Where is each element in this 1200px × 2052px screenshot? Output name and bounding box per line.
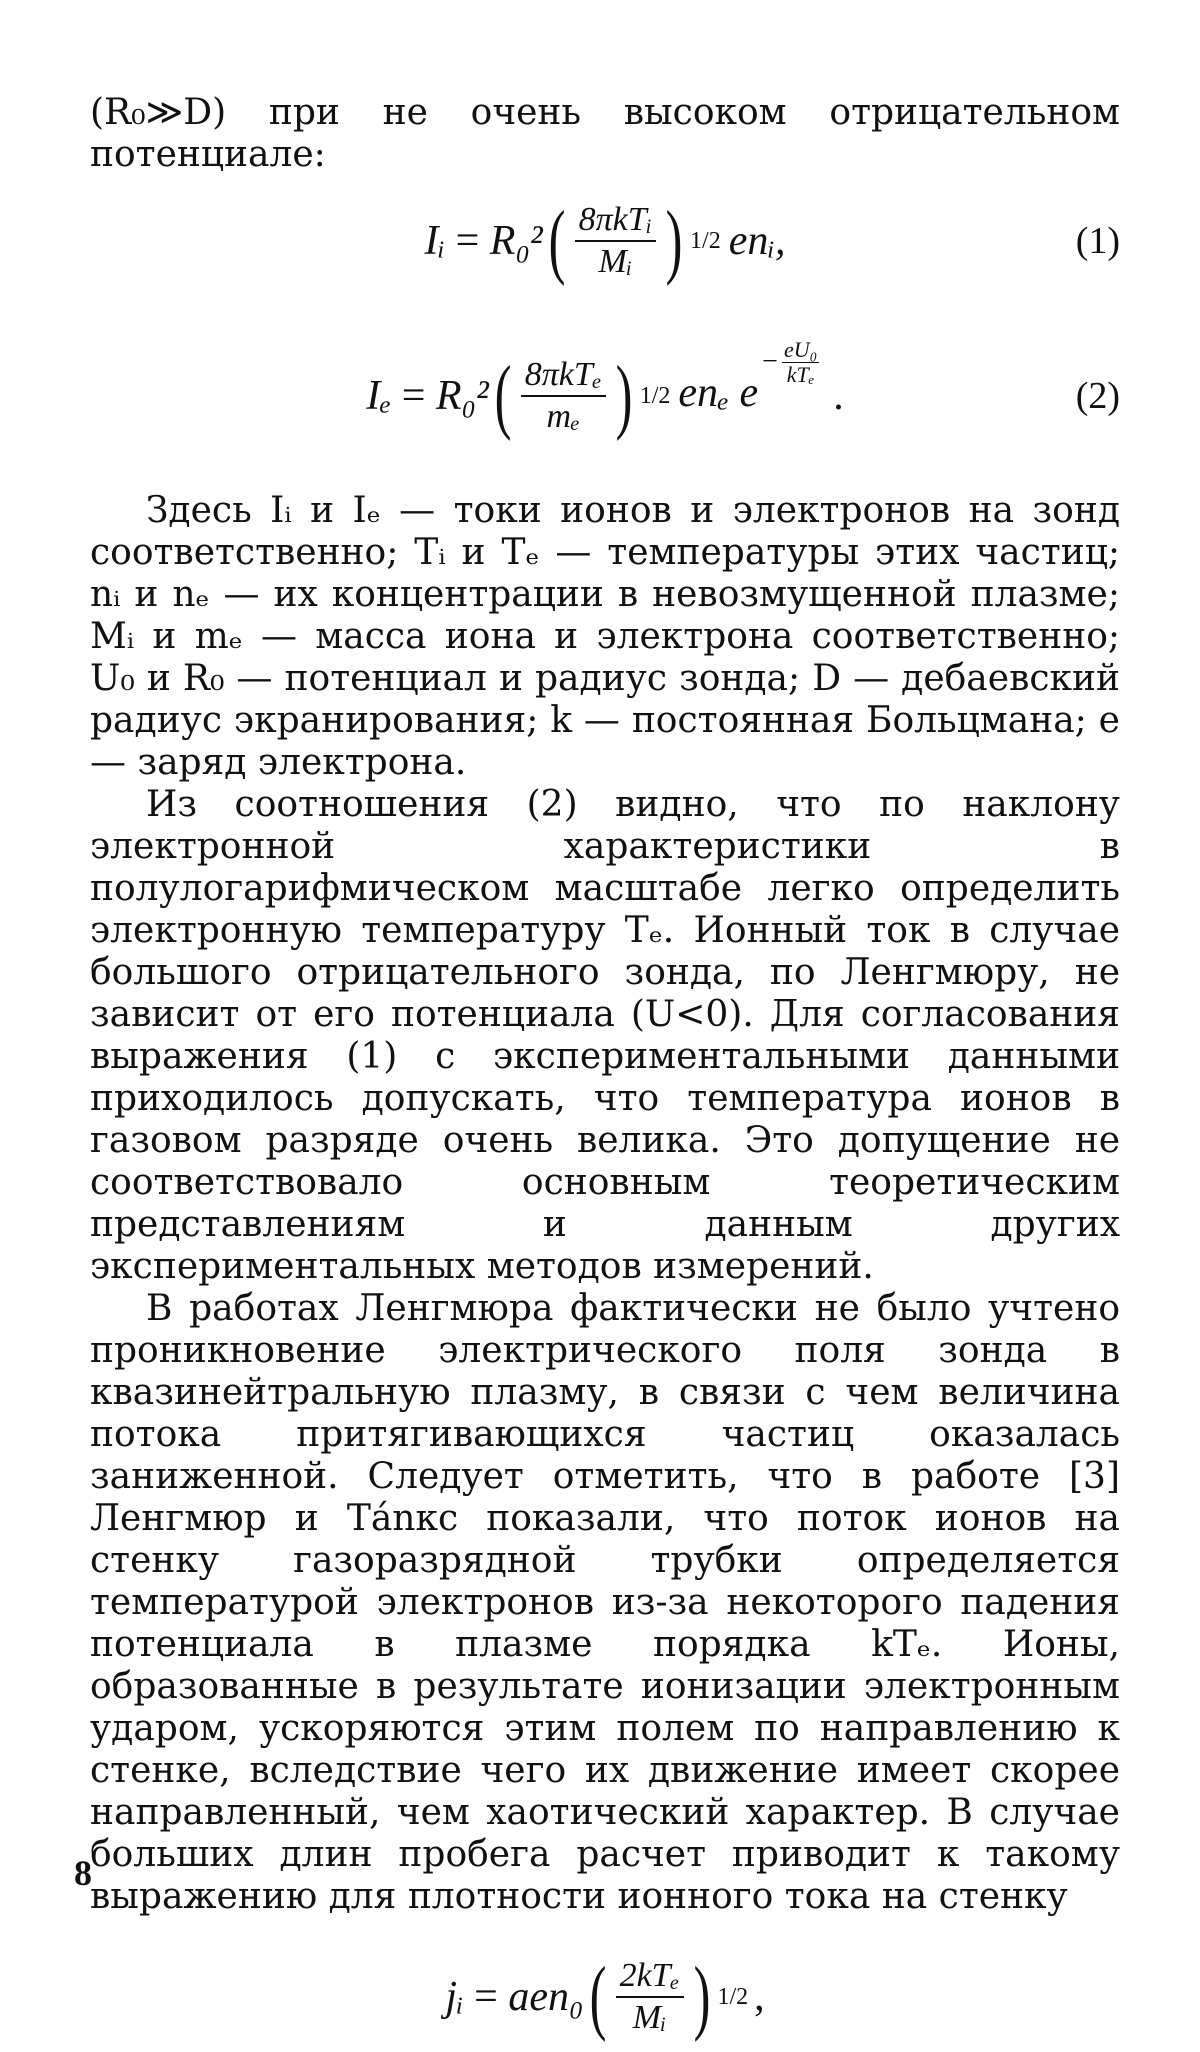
eq2-exponent-fraction [782,338,819,385]
eq3-right-paren: ) [693,1963,710,2030]
equation-1-number: (1) [1076,220,1120,262]
eq3-comma: , [754,1976,765,2018]
paragraph-langmuir: В работах Ленгмюра фактически не было учтено проникновение электрического поля зонда в квазинейтральную плазму, в связи с чем величина потока притягивающихся частиц оказалась заниженной. Следует отметить, что в работе [3] Ленгмюр и Тánкс показали, что поток ионов на стенку газоразрядной трубки определяется температурой электронов из-за некоторого падения потенциала в плазме порядка kTₑ. Ионы, образованные в результате ионизации электронным ударом, ускоряются этим полем по направлению к стенке, вследствие чего их движение имеет скорее направленный, чем хаотический характер. В случае больших длин пробега расчет приводит к такому выражению для плотности ионного тока на стенку [90,1288,1120,1918]
eq2-left-paren: ( [494,362,511,429]
eq2-exponent [762,338,819,385]
equation-1-expression [424,202,785,279]
eq3-power: 1/2 [717,1976,748,2018]
eq3-fraction [616,1958,684,2035]
eq1-left-paren: ( [548,207,565,274]
eq1-right-paren: ) [666,207,683,274]
eq2-right-paren: ) [615,362,632,429]
eq3-left-paren: ( [589,1963,606,2030]
eq1-numerator: 8πkTᵢ [575,202,656,242]
eq3-coef: aen₀ [508,1976,583,2018]
eq2-exponent-denominator: kTₑ [785,363,817,386]
eq2-exponent-minus: − [762,341,778,383]
eq2-exponential [670,372,819,419]
eq2-coef: R₀² [436,375,489,417]
eq3-numerator: 2kTₑ [616,1958,684,1998]
equation-2 [90,330,1120,462]
paragraph-relation: Из соотношения (2) видно, что по наклону электронной характеристики в полулогарифмическом масштабе легко определить электронную температуру Tₑ. Ионный ток в случае большого отрицательного зонда, по Ленгмюру, не зависит от его потенциала (U<0). Для согласования выражения (1) с экспериментальными данными приходилось допускать, что температура ионов в газовом разряде очень велика. Это допущение не соответствовало основным теоретическим представлениям и данным других экспериментальных методов измерений. [90,784,1120,1288]
eq1-coef: R₀² [490,220,543,262]
eq2-period: . [833,375,844,417]
eq1-equals: = [445,220,490,262]
eq1-power: 1/2 [690,220,721,262]
document-page [90,92,1120,1912]
eq3-equals: = [464,1976,509,2018]
eq2-power: 1/2 [640,375,671,417]
eq1-tail: enᵢ, [729,220,786,262]
eq2-fraction [521,357,606,434]
eq1-lhs: Iᵢ [424,220,445,262]
eq2-equals: = [391,375,436,417]
page-number: 8 [74,1852,92,1894]
paragraph-definitions: Здесь Iᵢ и Iₑ — токи ионов и электронов на зонд соответственно; Tᵢ и Tₑ — температуры этих частиц; nᵢ и nₑ — их концентрации в невозмущенной плазме; Mᵢ и mₑ — масса иона и электрона соответственно; U₀ и R₀ — потенциал и радиус зонда; D — дебаевский радиус экранирования; k — постоянная Больцмана; e — заряд электрона. [90,490,1120,784]
eq3-denominator: Mᵢ [629,1998,671,2036]
eq3-lhs: jᵢ [445,1976,463,2018]
eq1-denominator: Mᵢ [595,242,637,280]
eq2-numerator: 8πkTₑ [521,357,606,397]
equation-2-number: (2) [1076,375,1120,417]
intro-paragraph: (R₀≫D) при не очень высоком отрицательном потенциале: [90,92,1120,176]
eq1-fraction [575,202,656,279]
equation-1 [90,182,1120,300]
eq2-exponent-numerator: eU₀ [782,338,819,362]
eq2-lhs: Iₑ [366,375,391,417]
equation-3 [90,1942,1120,2052]
eq2-tail: enₑ e [678,372,758,414]
equation-2-expression [366,357,844,434]
equation-3-expression [445,1958,764,2035]
eq2-denominator: mₑ [542,397,583,435]
